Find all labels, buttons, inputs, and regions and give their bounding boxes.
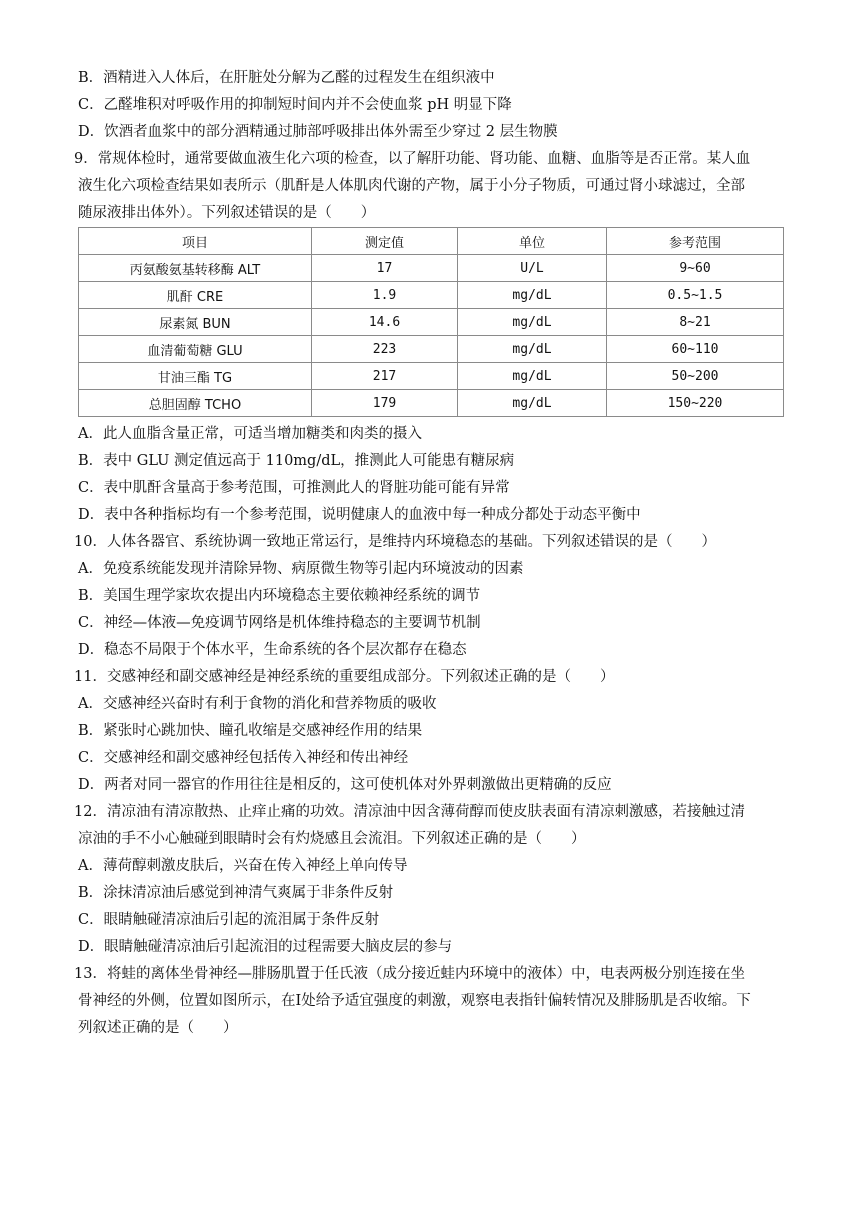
q12-option-c: C．眼睛触碰清凉油后引起的流泪属于条件反射 (78, 912, 380, 928)
cell-value: 217 (312, 363, 458, 390)
q9-option-c: C．表中肌酐含量高于参考范围，可推测此人的肾脏功能可能有异常 (78, 480, 510, 496)
cell-unit: mg/dL (458, 363, 607, 390)
header-item: 项目 (79, 228, 312, 255)
q11-stem: 11．交感神经和副交感神经是神经系统的重要组成部分。下列叙述正确的是（ ） (74, 669, 615, 685)
table-row (79, 390, 784, 417)
cell-unit: mg/dL (458, 309, 607, 336)
cell-value: 17 (312, 255, 458, 282)
q9-stem-line1: 9．常规体检时，通常要做血液生化六项的检查，以了解肝功能、肾功能、血糖、血脂等是否正常。某人血 (74, 151, 751, 167)
header-unit: 单位 (458, 228, 607, 255)
q10-option-b: B．美国生理学家坎农提出内环境稳态主要依赖神经系统的调节 (78, 588, 481, 604)
cell-unit: mg/dL (458, 282, 607, 309)
table-row (79, 309, 784, 336)
cell-value: 223 (312, 336, 458, 363)
table-row (79, 282, 784, 309)
q11-option-b: B．紧张时心跳加快、瞳孔收缩是交感神经作用的结果 (78, 723, 423, 739)
cell-item: 肌酐 CRE (79, 282, 312, 309)
cell-reference: 0.5~1.5 (607, 282, 784, 309)
q10-stem: 10．人体各器官、系统协调一致地正常运行，是维持内环境稳态的基础。下列叙述错误的是（ ） (74, 534, 716, 550)
table-row (79, 336, 784, 363)
table-row (79, 255, 784, 282)
cell-reference: 50~200 (607, 363, 784, 390)
q13-stem-line3: 列叙述正确的是（ ） (78, 1020, 238, 1036)
cell-value: 179 (312, 390, 458, 417)
q9-stem-line2: 液生化六项检查结果如表所示（肌酐是人体肌肉代谢的产物，属于小分子物质，可通过肾小球滤过，全部 (78, 178, 745, 194)
cell-unit: U/L (458, 255, 607, 282)
q9-option-a: A．此人血脂含量正常，可适当增加糖类和肉类的摄入 (78, 426, 422, 442)
cell-value: 14.6 (312, 309, 458, 336)
cell-reference: 150~220 (607, 390, 784, 417)
cell-reference: 9~60 (607, 255, 784, 282)
header-reference: 参考范围 (607, 228, 784, 255)
cell-unit: mg/dL (458, 390, 607, 417)
q10-option-a: A．免疫系统能发现并清除异物、病原微生物等引起内环境波动的因素 (78, 561, 524, 577)
cell-item: 血清葡萄糖 GLU (79, 336, 312, 363)
cell-item: 尿素氮 BUN (79, 309, 312, 336)
table-header-row (79, 228, 784, 255)
q12-option-d: D．眼睛触碰清凉油后引起流泪的过程需要大脑皮层的参与 (78, 939, 453, 955)
q11-option-a: A．交感神经兴奋时有利于食物的消化和营养物质的吸收 (78, 696, 437, 712)
q13-stem-line2: 骨神经的外侧，位置如图所示，在Ⅰ处给予适宜强度的刺激，观察电表指针偏转情况及腓肠肌是否收缩。下 (78, 993, 751, 1009)
q8-option-d: D．饮酒者血浆中的部分酒精通过肺部呼吸排出体外需至少穿过 2 层生物膜 (78, 124, 558, 140)
q10-option-c: C．神经—体液—免疫调节网络是机体维持稳态的主要调节机制 (78, 615, 481, 631)
cell-item: 甘油三酯 TG (79, 363, 312, 390)
blood-test-table (78, 227, 784, 417)
q12-stem-line1: 12．清凉油有清凉散热、止痒止痛的功效。清凉油中因含薄荷醇而使皮肤表面有清凉刺激感，若接触过清 (74, 804, 745, 820)
q12-option-a: A．薄荷醇刺激皮肤后，兴奋在传入神经上单向传导 (78, 858, 408, 874)
q9-option-b: B．表中 GLU 测定值远高于 110mg/dL，推测此人可能患有糖尿病 (78, 453, 515, 469)
cell-reference: 8~21 (607, 309, 784, 336)
q11-option-c: C．交感神经和副交感神经包括传入神经和传出神经 (78, 750, 409, 766)
q12-stem-line2: 凉油的手不小心触碰到眼睛时会有灼烧感且会流泪。下列叙述正确的是（ ） (78, 831, 586, 847)
q9-option-d: D．表中各种指标均有一个参考范围，说明健康人的血液中每一种成分都处于动态平衡中 (78, 507, 641, 523)
cell-item: 丙氨酸氨基转移酶 ALT (79, 255, 312, 282)
cell-unit: mg/dL (458, 336, 607, 363)
cell-reference: 60~110 (607, 336, 784, 363)
q9-stem-line3: 随尿液排出体外）。下列叙述错误的是（ ） (78, 205, 376, 221)
cell-item: 总胆固醇 TCHO (79, 390, 312, 417)
q12-option-b: B．涂抹清凉油后感觉到神清气爽属于非条件反射 (78, 885, 394, 901)
header-value: 测定值 (312, 228, 458, 255)
q11-option-d: D．两者对同一器官的作用往往是相反的，这可使机体对外界刺激做出更精确的反应 (78, 777, 612, 793)
q8-option-c: C．乙醛堆积对呼吸作用的抑制短时间内并不会使血浆 pH 明显下降 (78, 97, 512, 113)
cell-value: 1.9 (312, 282, 458, 309)
table-row (79, 363, 784, 390)
q13-stem-line1: 13．将蛙的离体坐骨神经—腓肠肌置于任氏液（成分接近蛙内环境中的液体）中，电表两极分别连接在坐 (74, 966, 745, 982)
q8-option-b: B．酒精进入人体后，在肝脏处分解为乙醛的过程发生在组织液中 (78, 70, 495, 86)
q10-option-d: D．稳态不局限于个体水平，生命系统的各个层次都存在稳态 (78, 642, 467, 658)
